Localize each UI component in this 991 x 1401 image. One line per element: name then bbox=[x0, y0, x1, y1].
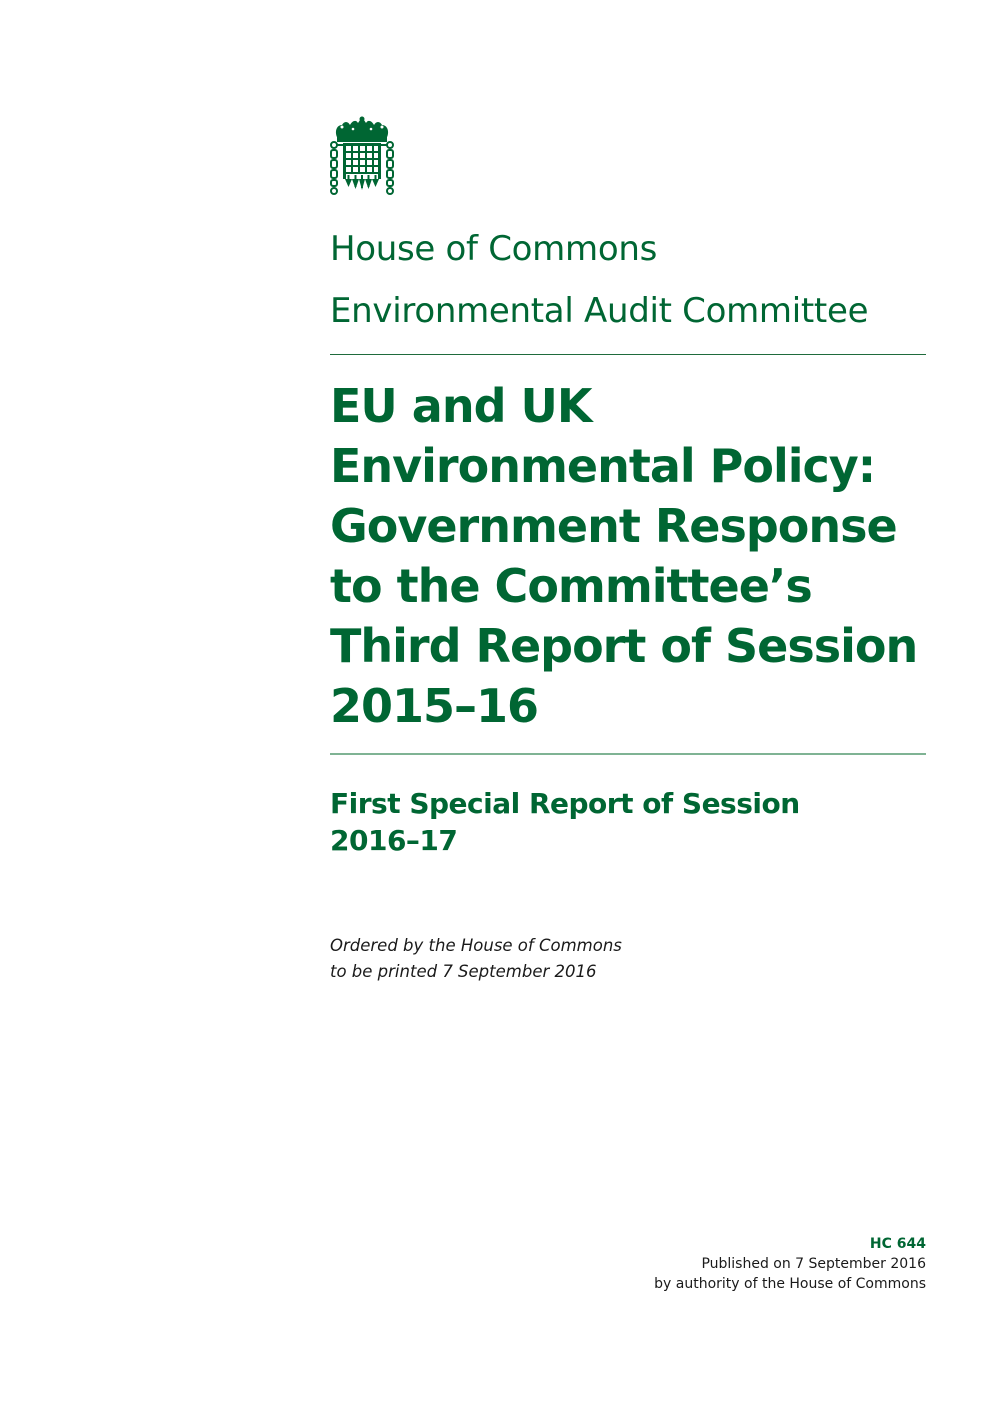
report-title bbox=[330, 376, 930, 736]
printing-order-line: to be printed 7 September 2016 bbox=[330, 962, 597, 981]
divider-top bbox=[330, 354, 926, 355]
printing-order-note bbox=[330, 933, 830, 985]
committee-name: Environmental Audit Committee bbox=[330, 291, 869, 331]
publication-authority: by authority of the House of Commons bbox=[654, 1276, 926, 1292]
report-title-line: EU and UK bbox=[330, 379, 592, 433]
report-title-line: Environmental Policy: bbox=[330, 439, 876, 493]
report-subtitle bbox=[330, 785, 930, 859]
publication-info bbox=[526, 1234, 926, 1294]
published-date: Published on 7 September 2016 bbox=[701, 1256, 926, 1272]
printing-order-line: Ordered by the House of Commons bbox=[330, 936, 622, 955]
report-title-line: Third Report of Session bbox=[330, 619, 918, 673]
report-subtitle-line: First Special Report of Session bbox=[330, 787, 800, 820]
divider-middle bbox=[330, 753, 926, 755]
hc-number: HC 644 bbox=[869, 1236, 926, 1252]
portcullis-crest-icon bbox=[328, 115, 396, 197]
report-title-line: 2015–16 bbox=[330, 679, 539, 733]
report-subtitle-line: 2016–17 bbox=[330, 824, 458, 857]
report-title-line: to the Committee’s bbox=[330, 559, 812, 613]
committee-header bbox=[330, 218, 930, 342]
report-title-line: Government Response bbox=[330, 499, 897, 553]
house-name: House of Commons bbox=[330, 229, 657, 269]
